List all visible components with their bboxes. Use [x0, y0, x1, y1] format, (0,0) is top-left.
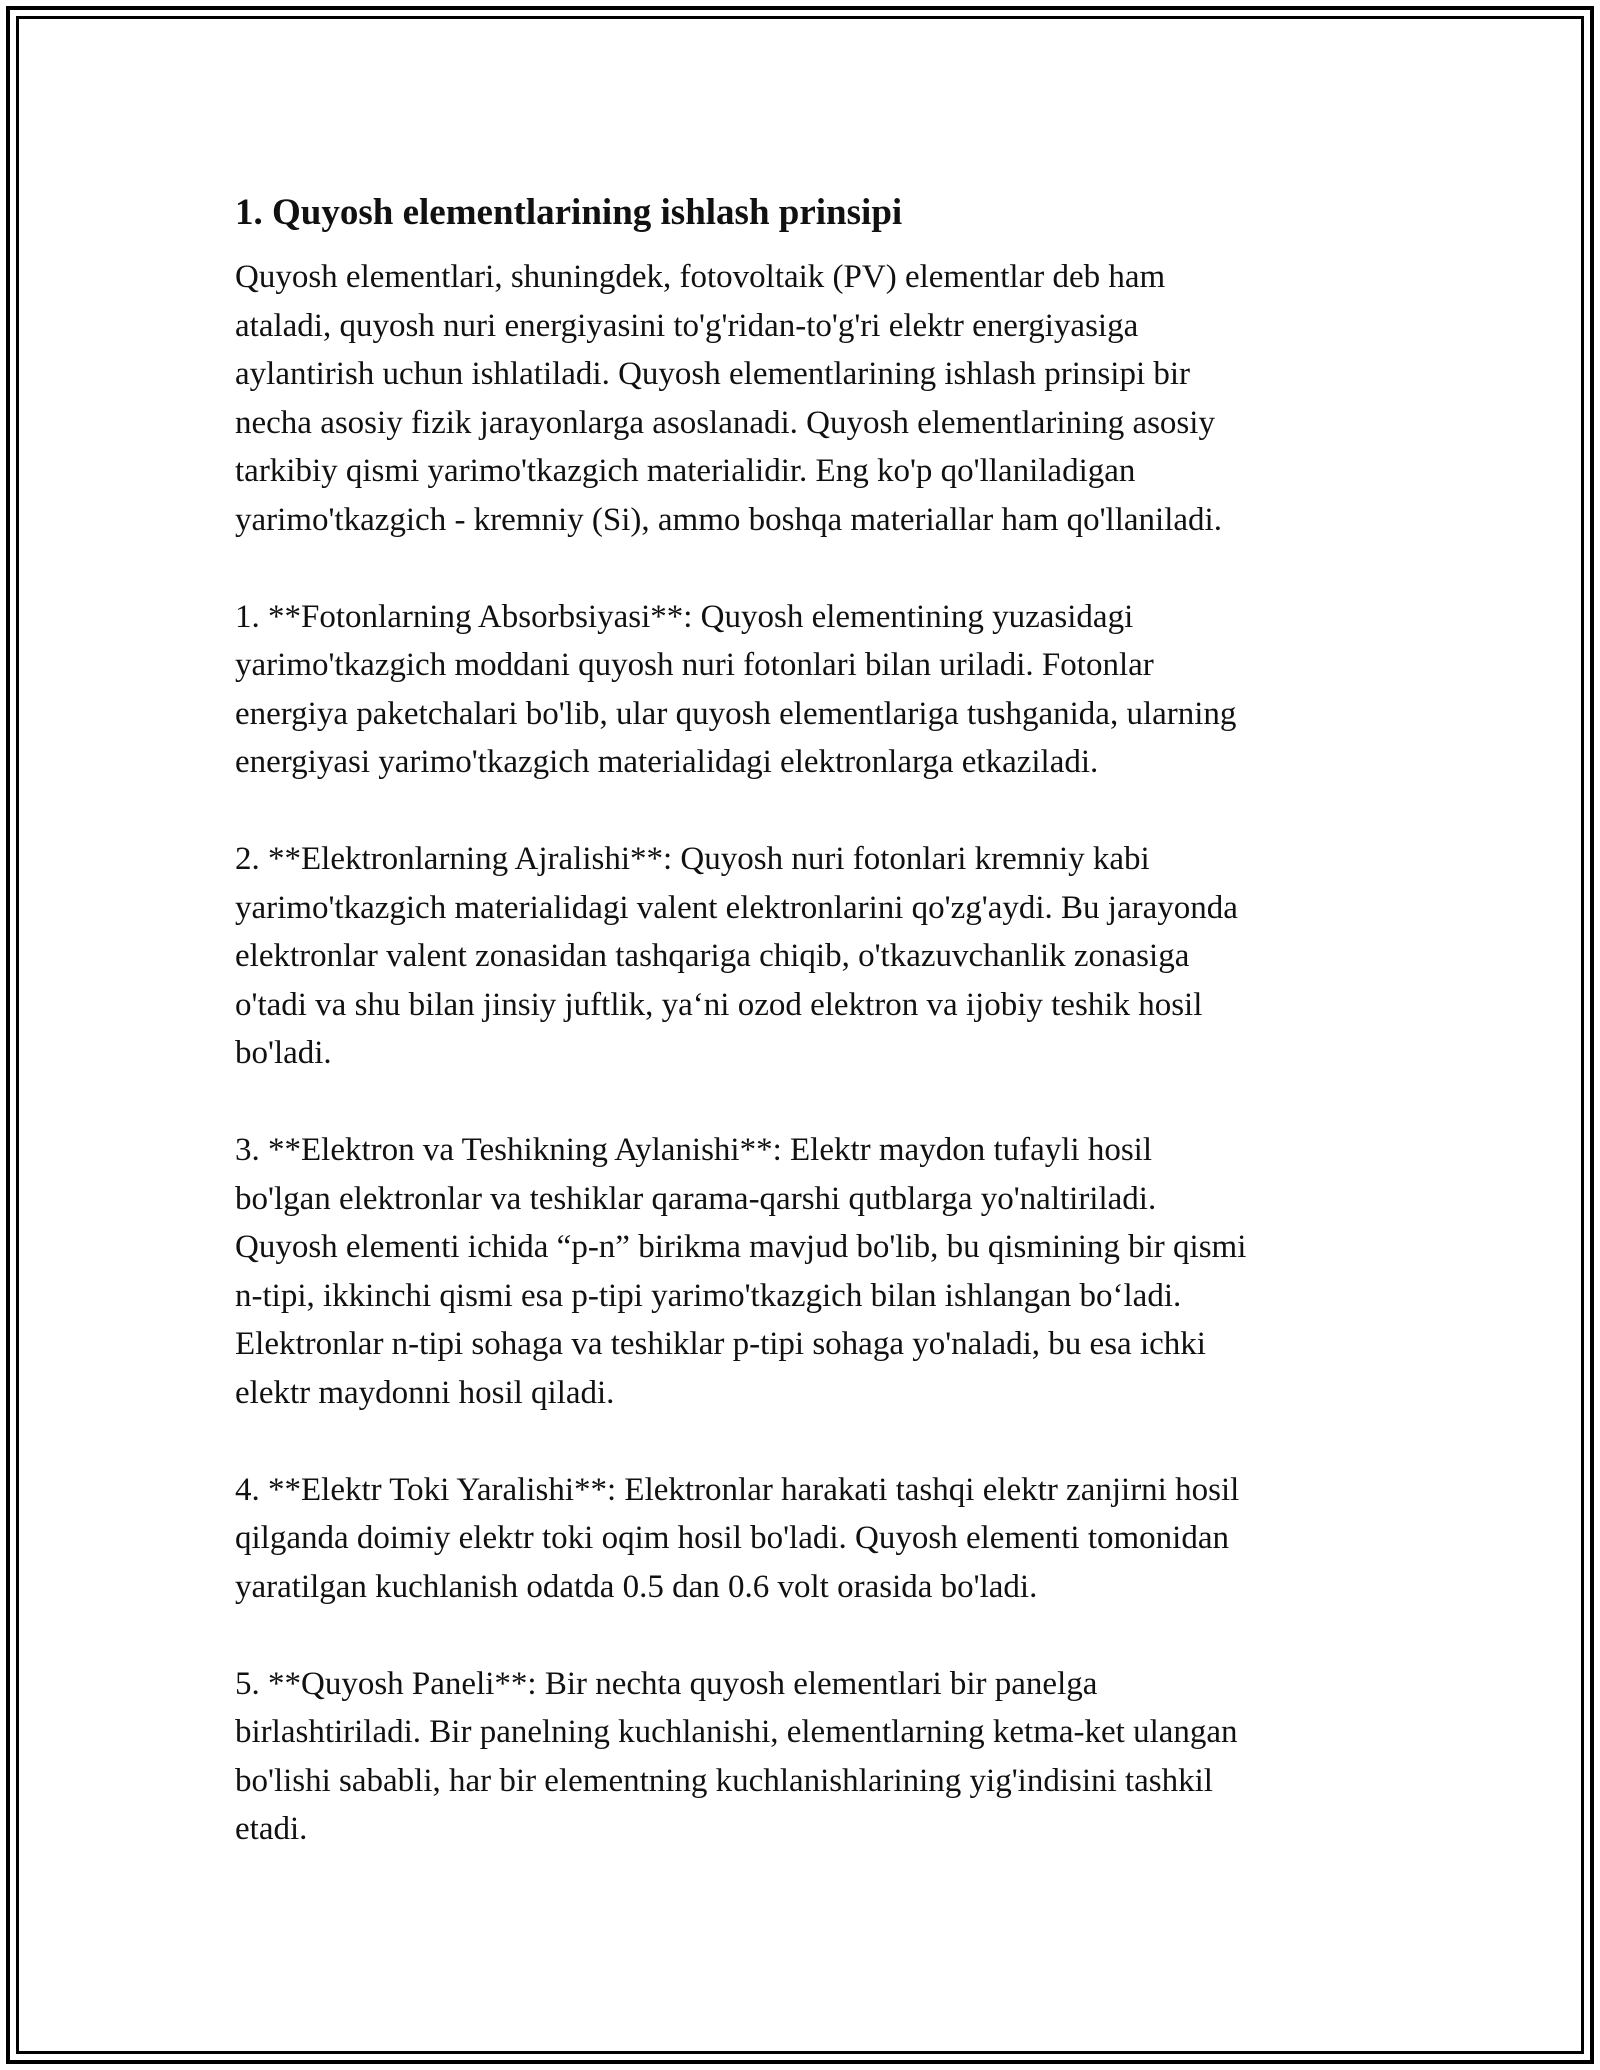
text-line: qilganda doimiy elektr toki oqim hosil bo'ladi. Quyosh elementi tomonidan: [235, 1520, 1229, 1556]
text-line: energiyasi yarimo'tkazgich materialidagi elektronlarga etkaziladi.: [235, 744, 1099, 780]
text-line: aylantirish uchun ishlatiladi. Quyosh elementlarining ishlash prinsipi bir: [235, 356, 1191, 392]
text-line: birlashtiriladi. Bir panelning kuchlanishi, elementlarning ketma-ket ulangan: [235, 1714, 1238, 1750]
text-line: etadi.: [235, 1811, 308, 1847]
text-line: 4. **Elektr Toki Yaralishi**: Elektronlar harakati tashqi elektr zanjirni hosil: [235, 1471, 1240, 1508]
text-line: elektronlar valent zonasidan tashqariga chiqib, o'tkazuvchanlik zonasiga: [235, 938, 1190, 974]
text-line: 3. **Elektron va Teshikning Aylanishi**: Elektr maydon tufayli hosil: [235, 1132, 1153, 1168]
text-line: bo'ladi.: [235, 1035, 332, 1071]
text-line: necha asosiy fizik jarayonlarga asoslanadi. Quyosh elementlarining asosiy: [235, 404, 1215, 441]
text-line: yarimo'tkazgich moddani quyosh nuri fotonlari bilan uriladi. Fotonlar: [235, 647, 1154, 683]
text-line: yarimo'tkazgich - kremniy (Si), ammo boshqa materiallar ham qo'llaniladi.: [235, 501, 1222, 538]
step-5-paragraph: [235, 1660, 1385, 1854]
intro-paragraph: [235, 253, 1385, 544]
text-line: 2. **Elektronlarning Ajralishi**: Quyosh nuri fotonlari kremniy kabi: [235, 841, 1150, 877]
step-2-paragraph: [235, 835, 1385, 1078]
text-line: 5. **Quyosh Paneli**: Bir nechta quyosh elementlari bir panelga: [235, 1665, 1098, 1702]
text-line: bo'lishi sababli, har bir elementning kuchlanishlarining yig'indisini tashkil: [235, 1762, 1213, 1799]
text-line: energiya paketchalari bo'lib, ular quyosh elementlariga tushganida, ularning: [235, 695, 1237, 732]
text-line: Elektronlar n-tipi sohaga va teshiklar p-tipi sohaga yo'naladi, bu esa ichki: [235, 1326, 1206, 1362]
text-line: 1. **Fotonlarning Absorbsiyasi**: Quyosh elementining yuzasidagi: [235, 598, 1134, 635]
text-line: Quyosh elementi ichida “p-n” birikma mavjud bo'lib, bu qismining bir qismi: [235, 1229, 1247, 1265]
text-line: ataladi, quyosh nuri energiyasini to'g'ridan-to'g'ri elektr energiyasiga: [235, 307, 1139, 344]
text-line: Quyosh elementlari, shuningdek, fotovoltaik (PV) elementlar deb ham: [235, 259, 1166, 295]
text-line: bo'lgan elektronlar va teshiklar qarama-qarshi qutblarga yo'naltiriladi.: [235, 1180, 1157, 1217]
text-line: yaratilgan kuchlanish odatda 0.5 dan 0.6 volt orasida bo'ladi.: [235, 1568, 1038, 1605]
step-1-paragraph: [235, 593, 1385, 787]
text-line: tarkibiy qismi yarimo'tkazgich materialidir. Eng ko'p qo'llaniladigan: [235, 453, 1136, 489]
text-line: elektr maydonni hosil qiladi.: [235, 1374, 615, 1411]
step-4-paragraph: [235, 1466, 1385, 1612]
step-3-paragraph: [235, 1126, 1385, 1417]
page-title: 1. Quyosh elementlarining ishlash prinsipi: [235, 192, 903, 233]
text-line: n-tipi, ikkinchi qismi esa p-tipi yarimo'tkazgich bilan ishlangan bo‘ladi.: [235, 1277, 1182, 1314]
text-line: yarimo'tkazgich materialidagi valent elektronlarini qo'zg'aydi. Bu jarayonda: [235, 889, 1238, 926]
document-body: [235, 185, 1385, 1902]
text-line: o'tadi va shu bilan jinsiy juftlik, ya‘ni ozod elektron va ijobiy teshik hosil: [235, 986, 1203, 1023]
